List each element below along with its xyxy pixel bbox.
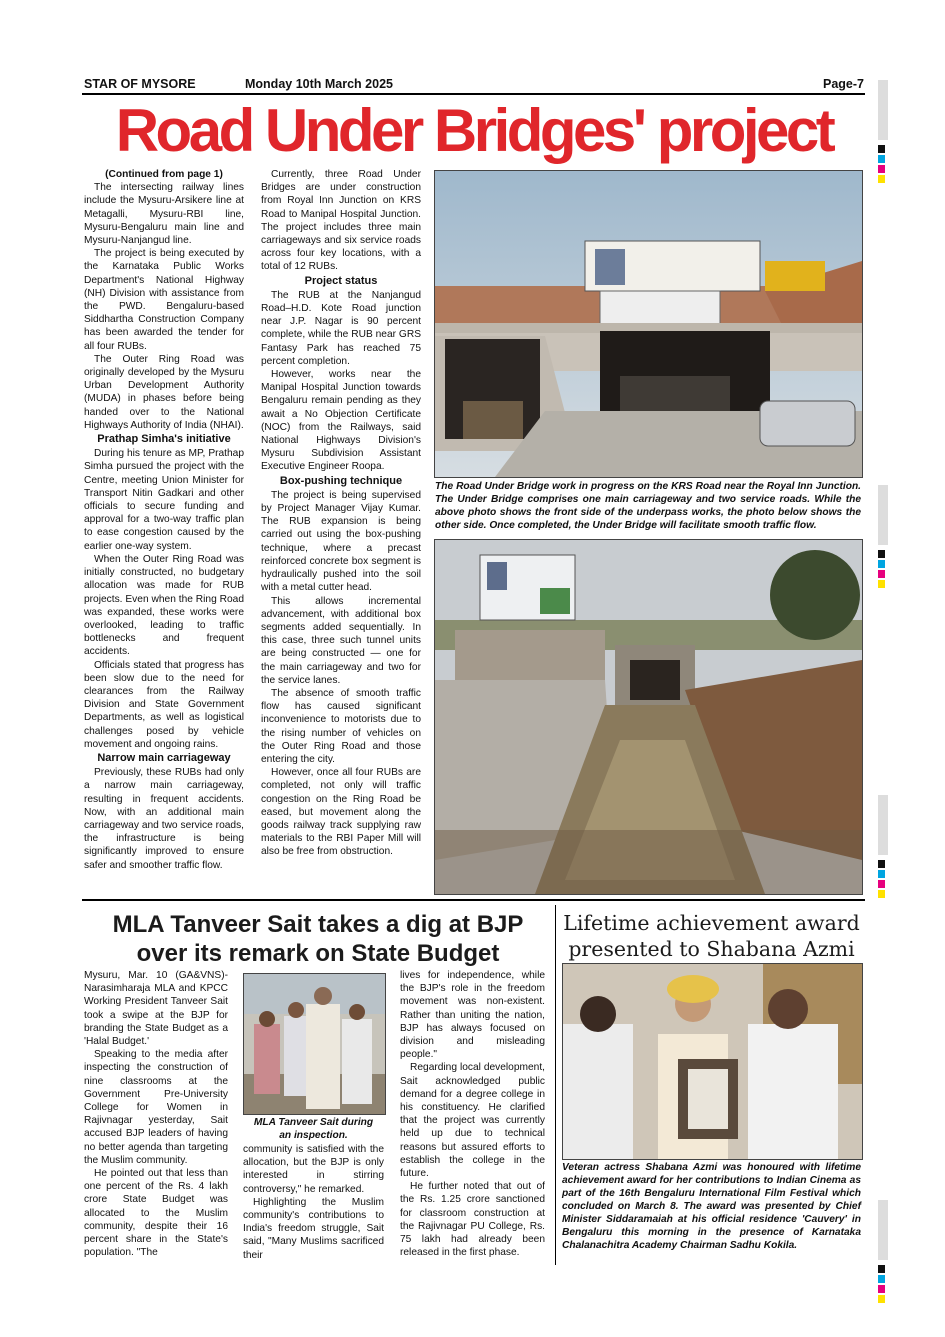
paragraph: The RUB at the Nanjangud Road–H.D. Kote Road junction near J.P. Nagar is 90 percent complete, while the RUB near GRS Fantasy Park has reached 75 percent completion. bbox=[261, 289, 421, 367]
margin-bar bbox=[878, 1200, 888, 1260]
reg-mark-yellow bbox=[878, 1295, 885, 1303]
story2-column-3 bbox=[400, 969, 545, 1259]
paragraph: Highlighting the Muslim community's contributions to India's freedom struggle, Sait said, "Many Muslims sacrificed their bbox=[243, 1196, 384, 1261]
paragraph: The absence of smooth traffic flow has caused significant inconvenience to motorists due to the rising number of vehicles on the Outer Ring Road and those entering the city. bbox=[261, 687, 421, 765]
paragraph: Speaking to the media after inspecting the construction of nine classrooms at the Government Pre-University College for Women in Rajivnagar yesterday, Sait accused BJP leaders of having no better agenda than targeting the Muslim community. bbox=[84, 1049, 228, 1166]
shabana-azmi-caption: Veteran actress Shabana Azmi was honoured with lifetime achievement award for her contributions to Indian Cinema as part of the 16th Bengaluru International Film Festival which concluded on March 8. The award was presented by Chief Minister Siddaramaiah at his official residence 'Cauvery' in Bengaluru this morning in the presence of Karnataka Chalanachitra Academy Chairman Sadhu Kokila. bbox=[562, 1162, 861, 1251]
paragraph: However, works near the Manipal Hospital Junction towards Bengaluru remain pending as they await a No Objection Certificate (NOC) from the Railways, said National Highways Division's Mysuru Subdivision Assistant Executive Engineer Roopa. bbox=[261, 369, 421, 473]
story2-headline-line1: MLA Tanveer Sait takes a dig at BJP bbox=[112, 911, 524, 938]
reg-mark-cyan bbox=[878, 560, 885, 568]
paper-name: STAR OF MYSORE bbox=[84, 77, 196, 91]
paragraph: Currently, three Road Under Bridges are under construction from Royal Inn Junction on KRS Road to Manipal Hospital Junction. The project includes three main carriageways and six service roads across four key locations, with a total of 12 RUBs. bbox=[261, 169, 421, 273]
story2-column-2 bbox=[243, 1143, 384, 1262]
reg-mark-magenta bbox=[878, 165, 885, 173]
margin-bar bbox=[878, 80, 888, 140]
header-rule bbox=[82, 93, 865, 95]
tanveer-sait-photo bbox=[243, 973, 386, 1115]
underpass-photo-caption: The Road Under Bridge work in progress on the KRS Road near the Royal Inn Junction. The Under Bridge comprises one main carriageway and two service roads. While the above photo shows the front side of the underpass works, the photo below shows the other side. Once completed, the Under Bridge will facilitate smooth traffic flow. bbox=[435, 481, 861, 531]
underpass-front-photo bbox=[434, 170, 863, 478]
paragraph: community is satisfied with the allocation, but the BJP is only interested in stirring controversy," he remarked. bbox=[243, 1144, 384, 1195]
continued-note: (Continued from page 1) bbox=[105, 169, 223, 180]
underpass-rear-photo bbox=[434, 539, 863, 895]
paragraph: However, once all four RUBs are completed, not only will traffic congestion on the Ring Road be eased, but movement along the goods railway track supplying raw materials to the RBI Paper Mill will also be free from obstruction. bbox=[261, 767, 421, 858]
column-divider bbox=[555, 905, 556, 1265]
page-number: Page-7 bbox=[823, 77, 864, 91]
reg-mark-cyan bbox=[878, 1275, 885, 1283]
paragraph: Officials stated that progress has been slow due to the need for clearances from the Railway Division and State Government Departments, as well as logistical challenges posed by vehicle movement and ongoing rains. bbox=[84, 659, 244, 750]
margin-bar bbox=[878, 795, 888, 855]
paragraph: Mysuru, Mar. 10 (GA&VNS)- Narasimharaja MLA and KPCC Working President Tanveer Sait took a swipe at the BJP for branding the State Budget as a 'Halal Budget.' bbox=[84, 970, 228, 1048]
subheading: Narrow main carriageway bbox=[97, 751, 231, 764]
section-rule bbox=[82, 899, 865, 901]
subheading: Prathap Simha's initiative bbox=[97, 433, 231, 446]
story2-headline bbox=[82, 910, 554, 968]
story3-headline-line2: presented to Shabana Azmi bbox=[568, 937, 855, 961]
reg-mark-cyan bbox=[878, 155, 885, 163]
story2-column-1 bbox=[84, 969, 228, 1259]
tanveer-photo-caption bbox=[243, 1116, 384, 1142]
reg-mark-magenta bbox=[878, 570, 885, 578]
margin-bar bbox=[878, 485, 888, 545]
subheading: Project status bbox=[304, 274, 378, 287]
reg-mark-magenta bbox=[878, 880, 885, 888]
story2-headline-line2: over its remark on State Budget bbox=[136, 940, 500, 967]
paragraph: He further noted that out of the Rs. 1.25 crore sanctioned for classroom construction at the Rajivnagar PU College, Rs. 75 lakh had already been released in the first phase. bbox=[400, 1181, 545, 1259]
paragraph: Regarding local development, Sait acknowledged public demand for a degree college in his constituency. He clarified that the project was currently held up due to technical reasons but assured efforts to establish the college in the future. bbox=[400, 1062, 545, 1180]
story3-headline-line1: Lifetime achievement award bbox=[563, 911, 860, 935]
story3-headline bbox=[558, 910, 865, 962]
reg-mark-black bbox=[878, 860, 885, 868]
paragraph: The Outer Ring Road was originally developed by the Mysuru Urban Development Authority (MUDA) in phases before being handed over to the National Highways Authority of India (NHAI). bbox=[84, 353, 244, 431]
paragraph: The intersecting railway lines include the Mysuru-Arsikere line at Metagalli, Mysuru-RBI line, Mysuru-Bengaluru main line and Mysuru-Nanjangud line. bbox=[84, 182, 244, 247]
paragraph: During his tenure as MP, Prathap Simha pursued the project with the Centre, meeting Union Minister for Transport Nitin Gadkari and other officials to secure funding and approval for a two-way traffic plan to ease congestion caused by the earlier one-way system. bbox=[84, 448, 244, 552]
reg-mark-black bbox=[878, 1265, 885, 1273]
main-headline: Road Under Bridges' project bbox=[115, 97, 833, 164]
reg-mark-black bbox=[878, 145, 885, 153]
paragraph: The project is being executed by the Karnataka Public Works Department's National Highway (NH) Division with assistance from the PWD. Bengaluru-based Siddhartha Construction Company has been awarded the tender for all four RUBs. bbox=[84, 248, 244, 352]
caption-line: an inspection. bbox=[279, 1130, 348, 1141]
shabana-azmi-photo bbox=[562, 963, 863, 1160]
paragraph: Previously, these RUBs had only a narrow main carriageway, resulting in frequent accidents. Now, with an additional main carriageway and two service roads, the infrastructure is being significantly improved to ensure safer and smoother traffic flow. bbox=[84, 767, 244, 871]
paragraph: He pointed out that less than one percent of the Rs. 4 lakh crore State Budget was allocated to the Muslim community, despite their 16 percent share in the State's population. "The bbox=[84, 1168, 228, 1259]
reg-mark-yellow bbox=[878, 580, 885, 588]
reg-mark-yellow bbox=[878, 890, 885, 898]
subheading: Box-pushing technique bbox=[279, 474, 403, 487]
reg-mark-cyan bbox=[878, 870, 885, 878]
main-story-column-1 bbox=[84, 168, 244, 872]
paragraph: When the Outer Ring Road was initially constructed, no budgetary allocation was made for RUB projects. Even when the Ring Road was expanded, these works were overlooked, leading to traffic bottlenecks and frequent accidents. bbox=[84, 553, 244, 658]
issue-date: Monday 10th March 2025 bbox=[245, 77, 393, 91]
reg-mark-magenta bbox=[878, 1285, 885, 1293]
paragraph: lives for independence, while the BJP's role in the freedom movement was non-existent. Rather than uniting the nation, BJP has always focused on division and misleading people." bbox=[400, 970, 545, 1061]
main-story-column-2 bbox=[261, 168, 421, 859]
reg-mark-black bbox=[878, 550, 885, 558]
reg-mark-yellow bbox=[878, 175, 885, 183]
paragraph: The project is being supervised by Project Manager Vijay Kumar. The RUB expansion is being carried out using the box-pushing technique, where a precast reinforced concrete box segment is hydraulically pushed into the soil with a metal cutter head. bbox=[261, 489, 421, 594]
caption-line: MLA Tanveer Sait during bbox=[253, 1117, 374, 1128]
paragraph: This allows incremental advancement, with additional box segments added sequentially. In this case, three such tunnel units are being constructed — one for the main carriageway and two for the service lanes. bbox=[261, 595, 421, 686]
